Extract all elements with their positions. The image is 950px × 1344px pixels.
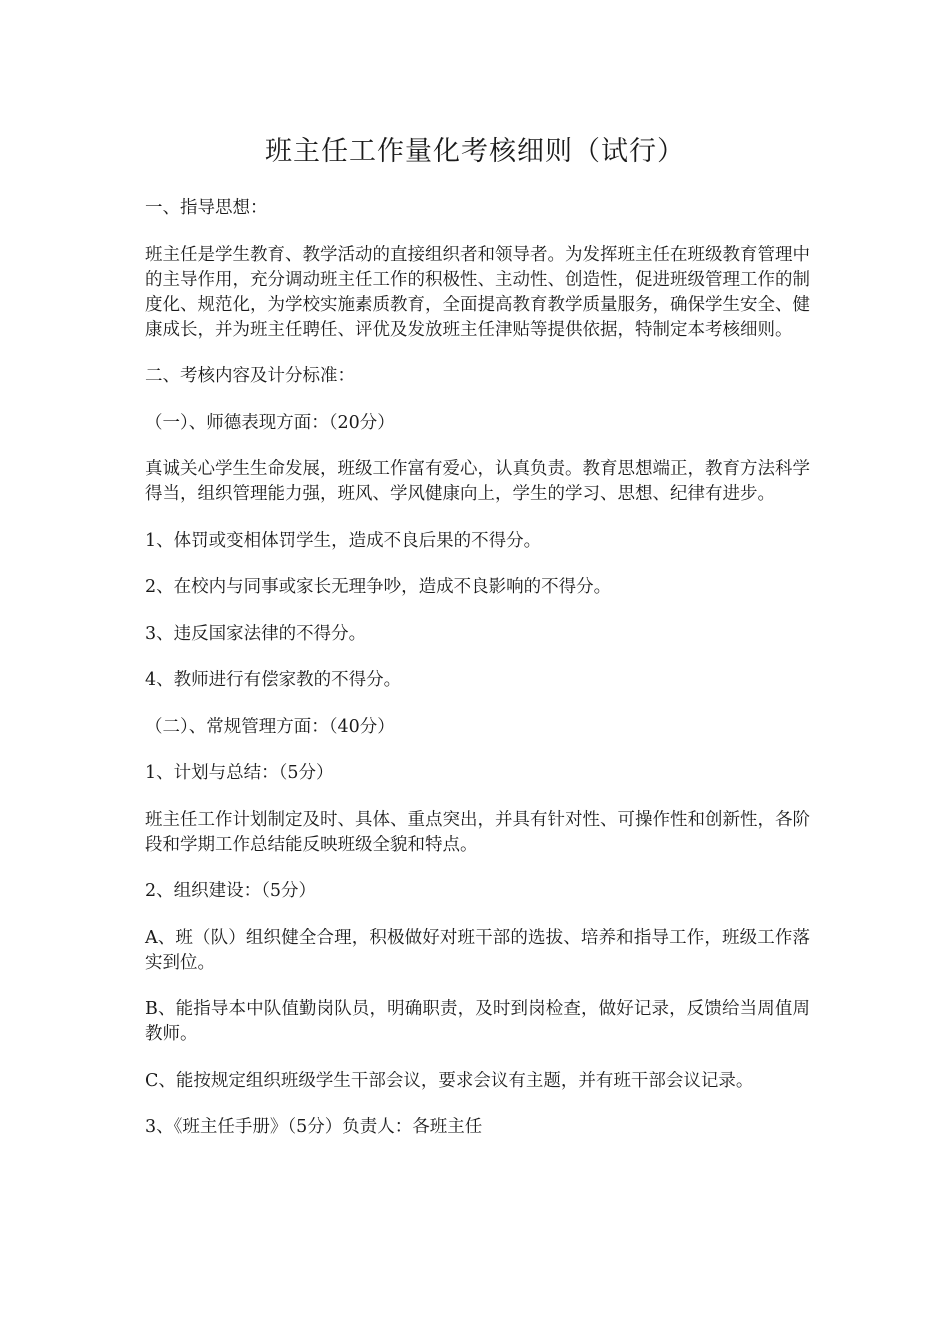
section-heading-assessment: 二、考核内容及计分标准： bbox=[145, 366, 355, 386]
section-heading-guiding-ideology: 一、指导思想： bbox=[145, 198, 268, 218]
paragraph-organization-b: B、能指导本中队值勤岗队员，明确职责，及时到岗检查，做好记录，反馈给当周值周教师。 bbox=[145, 999, 810, 1044]
paragraph-organization-c: C、能按规定组织班级学生干部会议，要求会议有主题，并有班干部会议记录。 bbox=[145, 1070, 754, 1091]
list-item-plan-summary: 1、计划与总结：（5分） bbox=[145, 763, 334, 783]
list-item-organization: 2、组织建设：（5分） bbox=[145, 881, 317, 901]
list-item-ethics-3: 3、违反国家法律的不得分。 bbox=[145, 623, 367, 644]
paragraph-plan-summary: 班主任工作计划制定及时、具体、重点突出，并具有针对性、可操作性和创新性，各阶段和学期工作总结能反映班级全貌和特点。 bbox=[145, 809, 810, 855]
list-item-ethics-4: 4、教师进行有偿家教的不得分。 bbox=[145, 670, 402, 690]
paragraph-ethics: 真诚关心学生生命发展，班级工作富有爱心，认真负责。教育思想端正，教育方法科学得当，组织管理能力强，班风、学风健康向上，学生的学习、思想、纪律有进步。 bbox=[145, 459, 810, 504]
subsection-heading-routine: （二）、常规管理方面：（40分） bbox=[145, 716, 395, 737]
list-item-ethics-2: 2、在校内与同事或家长无理争吵，造成不良影响的不得分。 bbox=[145, 577, 612, 597]
list-item-handbook: 3、《班主任手册》（5分）负责人：各班主任 bbox=[145, 1117, 483, 1137]
paragraph-organization-a: A、班（队）组织健全合理，积极做好对班干部的选拔、培养和指导工作，班级工作落实到位。 bbox=[145, 927, 810, 973]
document-title: 班主任工作量化考核细则（试行） bbox=[265, 136, 685, 167]
list-item-ethics-1: 1、体罚或变相体罚学生，造成不良后果的不得分。 bbox=[145, 530, 542, 551]
paragraph-guiding-ideology: 班主任是学生教育、教学活动的直接组织者和领导者。为发挥班主任在班级教育管理中的主导作用，充分调动班主任工作的积极性、主动性、创造性，促进班级管理工作的制度化、规范化，为学校实施素质教育，全面提高教育教学质量服务，确保学生安全、健康成长，并为班主任聘任、评优及发放班主任津贴等提供依据，特制定本考核细则。 bbox=[145, 244, 810, 340]
subsection-heading-ethics: （一）、师德表现方面：（20分） bbox=[145, 412, 395, 433]
document-body bbox=[145, 196, 810, 1162]
